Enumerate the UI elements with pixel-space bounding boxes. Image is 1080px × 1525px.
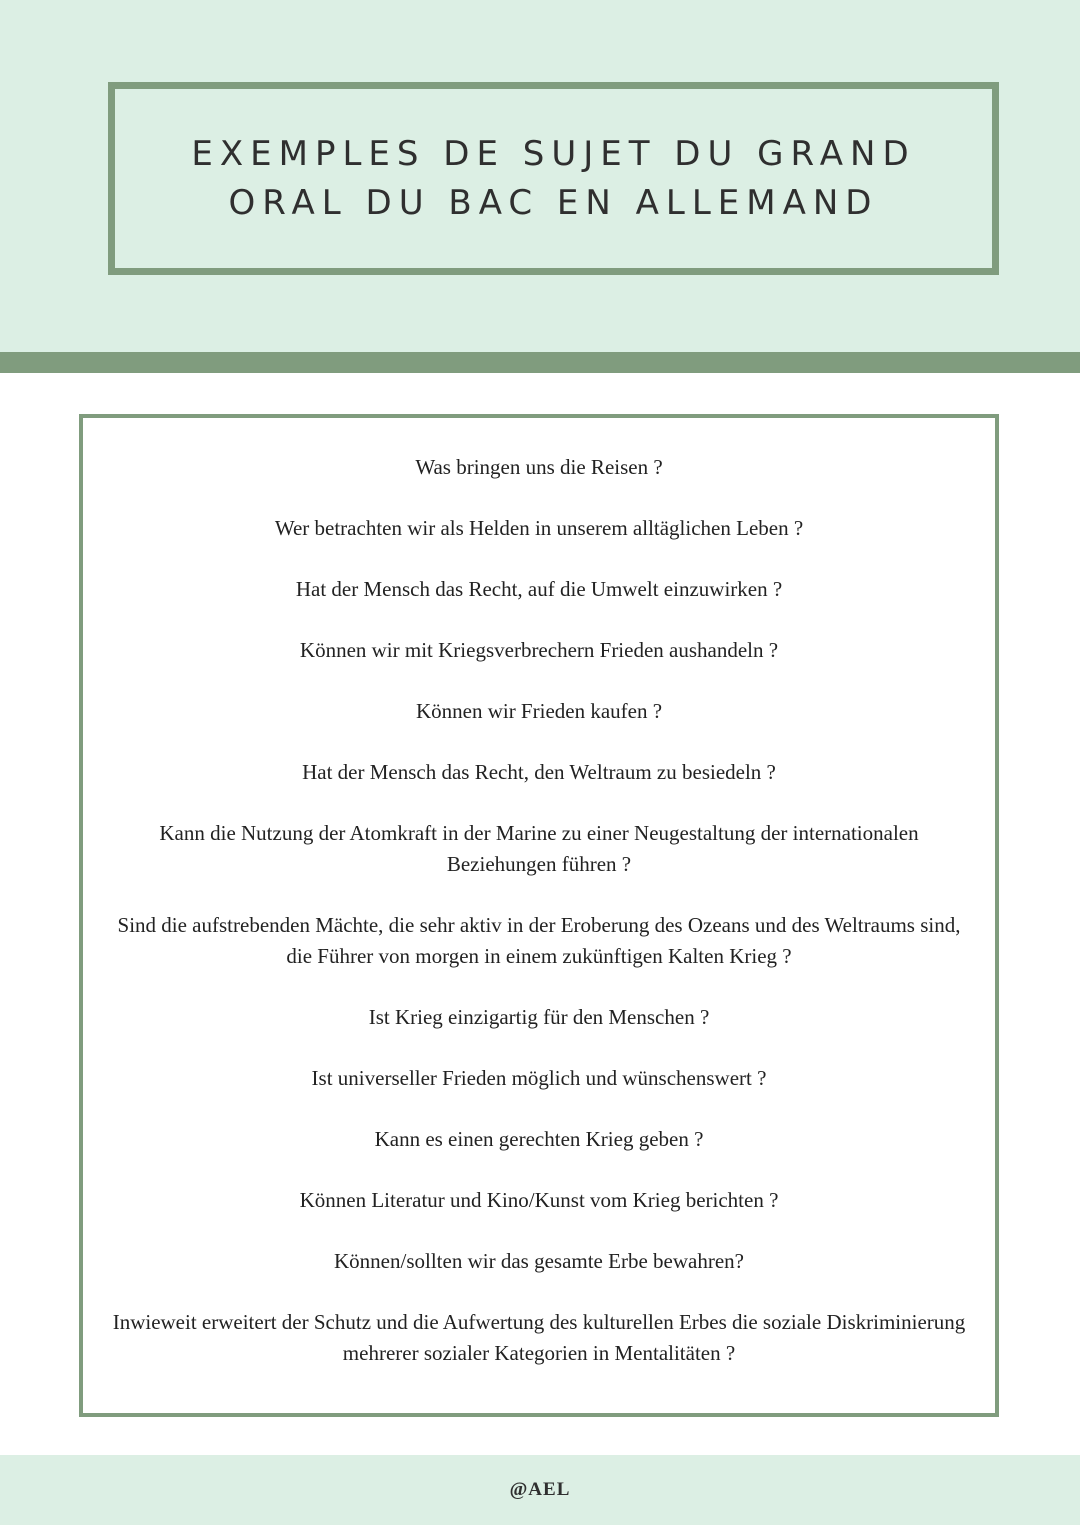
question-item: Hat der Mensch das Recht, den Weltraum zu besiedeln ? [302, 760, 776, 784]
questions-box [79, 414, 999, 1417]
header-band [0, 0, 1080, 352]
page-title-line-1: EXEMPLES DE SUJET DU GRAND [191, 133, 916, 174]
question-item: Wer betrachten wir als Helden in unserem alltäglichen Leben ? [274, 516, 804, 540]
footer-credit: @AEL [509, 1479, 571, 1500]
question-item: Hat der Mensch das Recht, auf die Umwelt einzuwirken ? [295, 577, 783, 601]
question-item: Kann die Nutzung der Atomkraft in der Marine zu einer Neugestaltung der internationalen Beziehungen führen ? [159, 821, 919, 876]
question-item: Können Literatur und Kino/Kunst vom Krieg berichten ? [299, 1188, 779, 1212]
page-title-line-2: ORAL DU BAC EN ALLEMAND [228, 182, 879, 223]
question-item: Kann es einen gerechten Krieg geben ? [374, 1127, 704, 1151]
question-list [83, 418, 995, 1369]
question-item: Sind die aufstrebenden Mächte, die sehr aktiv in der Eroberung des Ozeans und des Weltraums sind, die Führer von morgen in einem zukünftigen Kalten Krieg ? [117, 913, 961, 968]
question-item: Ist Krieg einzigartig für den Menschen ? [368, 1005, 710, 1029]
title-box [108, 82, 999, 275]
question-item: Können wir Frieden kaufen ? [415, 699, 663, 723]
divider-bar [0, 352, 1080, 373]
question-item: Können/sollten wir das gesamte Erbe bewahren? [334, 1249, 744, 1273]
question-item: Was bringen uns die Reisen ? [415, 455, 663, 479]
footer-band [0, 1455, 1080, 1525]
question-item: Inwieweit erweitert der Schutz und die Aufwertung des kulturellen Erbes die soziale Diskriminierung mehrerer sozialer Kategorien in Mentalitäten ? [112, 1310, 966, 1365]
question-item: Können wir mit Kriegsverbrechern Frieden aushandeln ? [299, 638, 779, 662]
question-item: Ist universeller Frieden möglich und wünschenswert ? [311, 1066, 767, 1090]
